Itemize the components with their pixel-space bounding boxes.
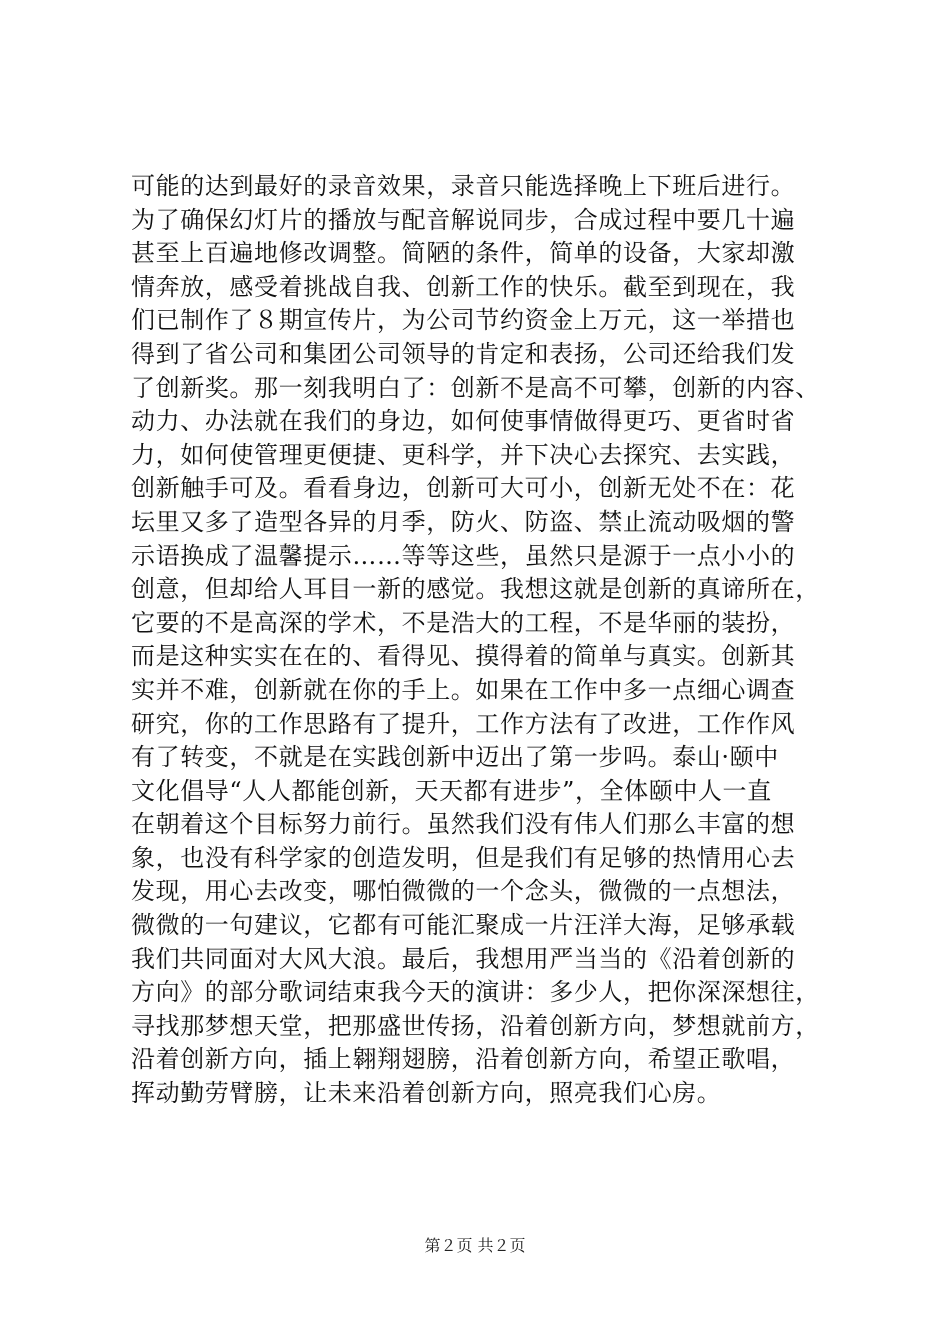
text-line: 动力、办法就在我们的身边，如何使事情做得更巧、更省时省 [131,407,796,436]
text-line: 示语换成了温馨提示……等等这些，虽然只是源于一点小小的 [131,541,796,570]
text-line: 微微的一句建议，它都有可能汇聚成一片汪洋大海，足够承载 [131,911,796,940]
text-line: 沿着创新方向，插上翱翔翅膀，沿着创新方向，希望正歌唱， [131,1045,796,1074]
text-line: 实并不难，创新就在你的手上。如果在工作中多一点细心调查 [131,675,796,704]
text-line: 象，也没有科学家的创造发明，但是我们有足够的热情用心去 [131,843,796,872]
text-line: 坛里又多了造型各异的月季，防火、防盗、禁止流动吸烟的警 [131,507,796,536]
text-line: 情奔放，感受着挑战自我、创新工作的快乐。截至到现在，我 [131,272,796,301]
text-line: 方向》的部分歌词结束我今天的演讲：多少人，把你深深想往， [131,978,820,1007]
text-line: 而是这种实实在在的、看得见、摸得着的简单与真实。创新其 [131,642,796,671]
text-line: 了创新奖。那一刻我明白了：创新不是高不可攀，创新的内容、 [131,373,820,402]
text-line: 为了确保幻灯片的播放与配音解说同步，合成过程中要几十遍 [131,205,796,234]
page-footer: 第２页 共２页 [424,1236,526,1255]
text-line: 创意，但却给人耳目一新的感觉。我想这就是创新的真谛所在， [131,575,820,604]
text-line: 文化倡导“人人都能创新，天天都有进步”，全体颐中人一直 [131,776,772,805]
text-line: 在朝着这个目标努力前行。虽然我们没有伟人们那么丰富的想 [131,810,796,839]
text-line: 寻找那梦想天堂，把那盛世传扬，沿着创新方向，梦想就前方， [131,1011,820,1040]
text-line: 甚至上百遍地修改调整。简陋的条件，简单的设备，大家却激 [131,239,796,268]
text-line: 可能的达到最好的录音效果，录音只能选择晚上下班后进行。 [131,172,796,200]
text-line: 它要的不是高深的学术，不是浩大的工程，不是华丽的装扮， [131,608,796,637]
text-line: 发现，用心去改变，哪怕微微的一个念头，微微的一点想法， [131,877,796,906]
text-line: 有了转变，不就是在实践创新中迈出了第一步吗。泰山·颐中 [131,743,779,772]
body-text [131,170,831,1111]
text-line: 挥动勤劳臂膀，让未来沿着创新方向，照亮我们心房。 [131,1079,722,1108]
text-line: 创新触手可及。看看身边，创新可大可小，创新无处不在：花 [131,474,796,503]
text-line: 得到了省公司和集团公司领导的肯定和表扬，公司还给我们发 [131,339,796,368]
text-line: 们已制作了８期宣传片，为公司节约资金上万元，这一举措也 [131,306,796,335]
text-line: 研究，你的工作思路有了提升，工作方法有了改进，工作作风 [131,709,796,738]
text-line: 我们共同面对大风大浪。最后，我想用严当当的《沿着创新的 [131,944,796,973]
text-line: 力，如何使管理更便捷、更科学，并下决心去探究、去实践， [131,440,796,469]
